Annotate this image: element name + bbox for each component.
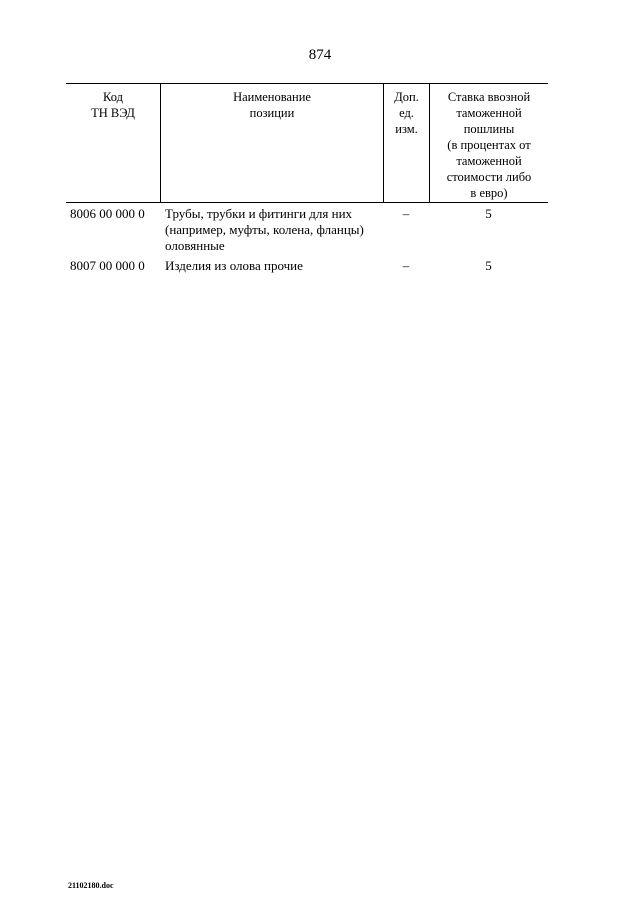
row-name: Изделия из олова прочие [165,258,303,273]
header-name: Наименование позиции [160,84,383,202]
table-header-row [66,83,548,203]
row-name: Трубы, трубки и фитинги для них (например, муфты, колена, фланцы) оловянные [165,206,364,253]
row-rate: 5 [485,206,492,221]
header-code: Код ТН ВЭД [91,90,135,120]
table-row [66,258,548,274]
header-unit: Доп. ед. изм. [383,84,429,202]
row-rate: 5 [485,258,492,273]
header-rate: Ставка ввозной таможенной пошлины (в процентах от таможенной стоимости либо в евро) [429,84,548,202]
tariff-table [66,83,548,274]
table-row [66,206,548,254]
page-number: 874 [308,47,332,63]
footer-filename: 21102180.doc [68,881,114,890]
row-code: 8007 00 000 0 [70,258,145,273]
row-unit: – [402,206,410,221]
row-unit: – [402,258,410,273]
row-code: 8006 00 000 0 [70,206,145,221]
